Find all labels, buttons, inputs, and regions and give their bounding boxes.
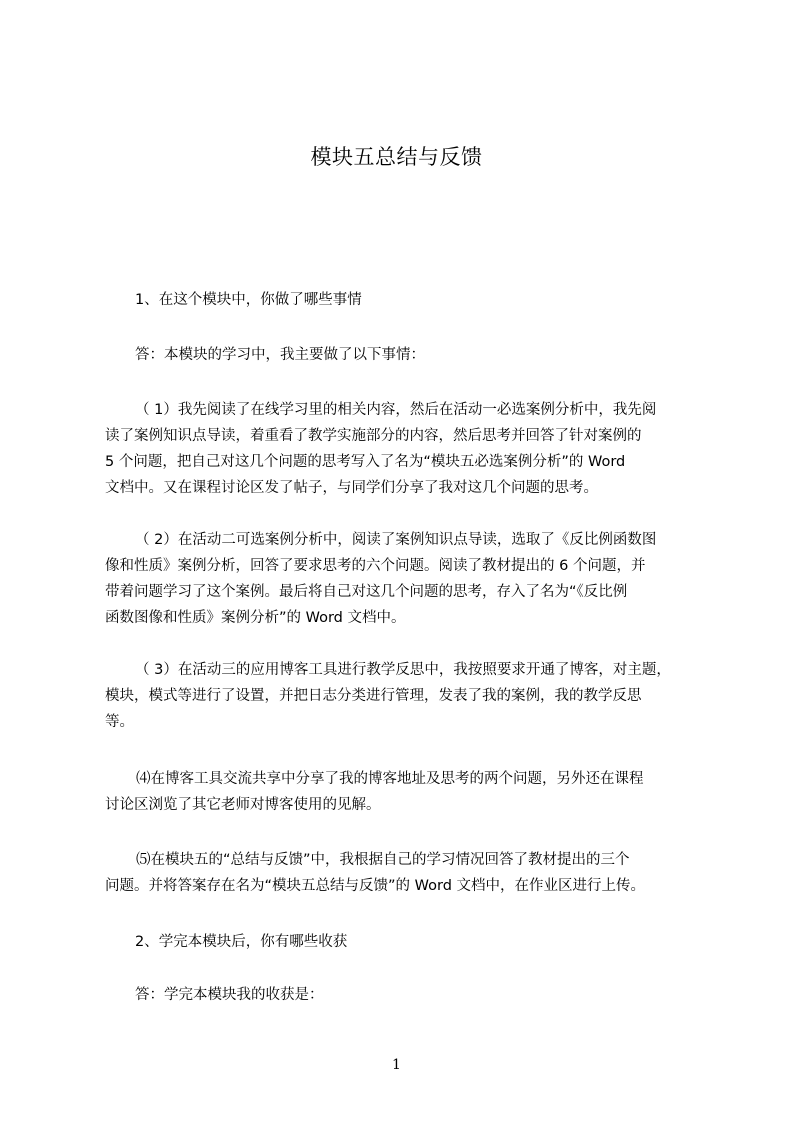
question-2: 2、学完本模块后，你有哪些收获 xyxy=(135,934,348,950)
item-2-line-4: 函数图像和性质》案例分析”的 Word 文档中。 xyxy=(105,610,406,626)
item-1-line-3: 5 个问题，把自己对这几个问题的思考写入了名为“模块五必选案例分析”的 Word xyxy=(105,454,626,470)
answer-1-intro: 答：本模块的学习中，我主要做了以下事情： xyxy=(135,347,425,363)
answer-2-intro: 答：学完本模块我的收获是： xyxy=(135,987,324,1003)
item-1-line-1: （ 1）我先阅读了在线学习里的相关内容，然后在活动一必选案例分析中，我先阅 xyxy=(135,402,657,418)
page-number: 1 xyxy=(392,1057,401,1073)
item-3-line-3: 等。 xyxy=(105,714,134,730)
item-1-line-4: 文档中。又在课程讨论区发了帖子，与同学们分享了我对这几个问题的思考。 xyxy=(105,480,598,496)
item-3-line-1: （ 3）在活动三的应用博客工具进行教学反思中，我按照要求开通了博客，对主题， xyxy=(135,662,671,678)
item-2-line-2: 像和性质》案例分析，回答了要求思考的六个问题。阅读了教材提出的 6 个问题，并 xyxy=(105,558,646,574)
item-1-line-2: 读了案例知识点导读，着重看了教学实施部分的内容，然后思考并回答了针对案例的 xyxy=(105,428,642,444)
item-2-line-3: 带着问题学习了这个案例。最后将自己对这几个问题的思考，存入了名为“《反比例 xyxy=(105,584,628,600)
item-2-line-1: （ 2）在活动二可选案例分析中，阅读了案例知识点导读，选取了《反比例函数图 xyxy=(135,532,657,548)
item-3-line-2: 模块，模式等进行了设置，并把日志分类进行管理，发表了我的案例，我的教学反思 xyxy=(105,688,642,704)
item-5-line-2: 问题。并将答案存在名为“模块五总结与反馈”的 Word 文档中，在作业区进行上传。 xyxy=(105,878,646,894)
question-1: 1、在这个模块中，你做了哪些事情 xyxy=(135,292,362,308)
item-4-line-1: ⑷在博客工具交流共享中分享了我的博客地址及思考的两个问题，另外还在课程 xyxy=(136,771,644,787)
document-title: 模块五总结与反馈 xyxy=(310,145,483,169)
item-4-line-2: 讨论区浏览了其它老师对博客使用的见解。 xyxy=(105,797,381,813)
item-5-line-1: ⑸在模块五的“总结与反馈”中，我根据自己的学习情况回答了教材提出的三个 xyxy=(136,852,630,868)
